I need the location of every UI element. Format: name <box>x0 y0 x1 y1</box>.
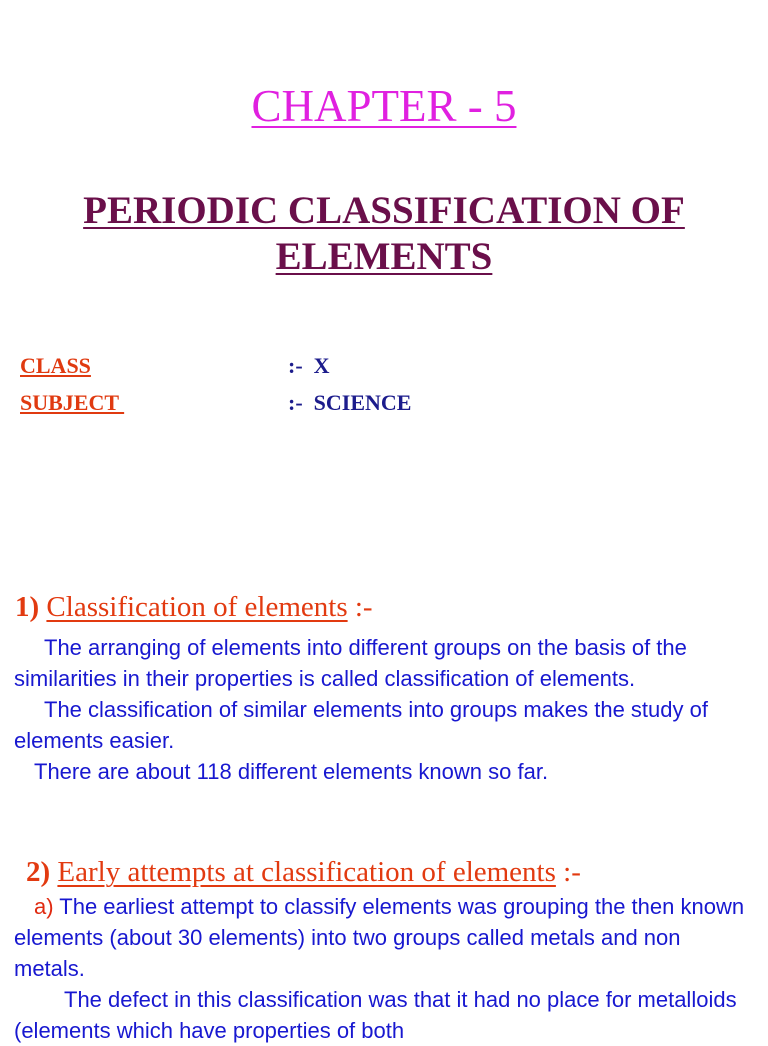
chapter-label: CHAPTER - 5 <box>251 81 517 131</box>
class-label: CLASS <box>20 353 91 378</box>
title-line-1: PERIODIC CLASSIFICATION OF <box>83 189 685 232</box>
section-1-number: 1) <box>15 591 40 623</box>
subject-value: :- SCIENCE <box>288 390 412 415</box>
section-1-suffix: :- <box>347 591 373 623</box>
class-value: :- X <box>288 353 330 378</box>
section-2-title: Early attempts at classification of elements <box>57 856 556 888</box>
section-1-paragraph: There are about 118 different elements known so far. <box>34 759 549 784</box>
section-2-heading <box>26 855 581 889</box>
title-line-2: ELEMENTS <box>275 235 493 278</box>
subject-label: SUBJECT <box>20 390 125 415</box>
section-1-paragraph: The classification of similar elements into groups makes the study of elements easier. <box>14 697 708 753</box>
section-2-suffix: :- <box>555 856 581 888</box>
section-2-defect: The defect in this classification was that it had no place for metalloids (elements which have properties of both <box>14 987 737 1043</box>
section-2-number: 2) <box>26 856 51 888</box>
section-1-heading <box>15 590 373 624</box>
section-2-body <box>14 891 754 1046</box>
chapter-heading <box>0 82 768 130</box>
section-2-item-a <box>14 891 754 984</box>
item-a-marker: a) <box>34 894 54 919</box>
section-1-body <box>14 632 754 787</box>
page-title <box>0 188 768 280</box>
item-a-text: The earliest attempt to classify elements was grouping the then known elements (about 30 elements) into two groups called metals and non metals. <box>14 894 745 981</box>
section-1-title: Classification of elements <box>46 591 348 623</box>
section-1-paragraph: The arranging of elements into different groups on the basis of the similarities in their properties is called classification of elements. <box>14 635 687 691</box>
